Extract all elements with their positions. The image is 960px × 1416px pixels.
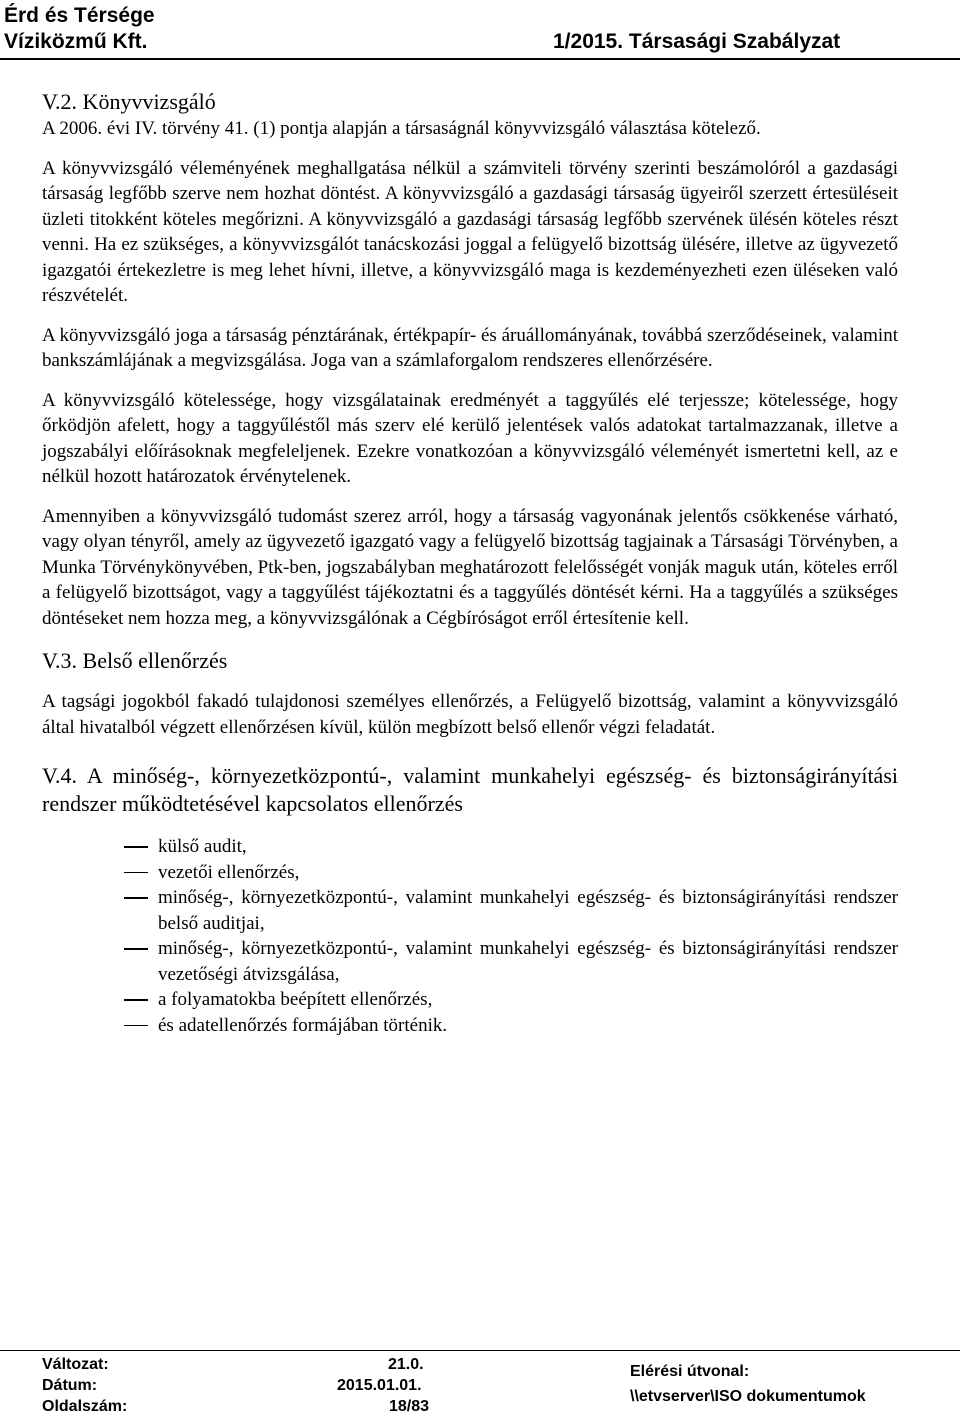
section-v2-paragraph-5: Amennyiben a könyvvizsgáló tudomást szerez arról, hogy a társaság vagyonának jelentős csökkenése várható, vagy olyan tényről, amely az ügyvezető igazgató vagy a felügyelő bizottság tagjainak a Társasági Törvényben, a Munka Törvénykönyvében, Ptk-ben, jogszabályban meghatározott felelősségét vonják maguk után, köteles erről a felügyelő bizottságot, vagy a taggyűlést tájékoztatni és a taggyűlés döntését kérni. Ha a taggyűlés a szükséges döntéseket nem hozza meg, a könyvvizsgálónak a Cégbíróságot erről értesítenie kell. — [42, 505, 898, 629]
section-v3-title: V.3. Belső ellenőrzés — [42, 648, 228, 673]
list-item: minőség-, környezetközpontú-, valamint munkahelyi egészség- és biztonságirányítási rendszer vezetőségi átvizsgálása, — [42, 936, 898, 987]
date-value: 2015.01.01. — [337, 1377, 422, 1394]
section-v2-paragraph-1: A 2006. évi IV. törvény 41. (1) pontja alapján a társaságnál könyvvizsgáló választása kötelező. — [42, 118, 761, 139]
v4-dash-list — [42, 834, 898, 1038]
document-body — [42, 88, 898, 1038]
page-footer — [0, 1350, 960, 1416]
section-v2-paragraph-2: A könyvvizsgáló véleményének meghallgatása nélkül a számviteli törvény szerinti beszámolóról a gazdasági társaság legfőbb szerve nem hozhat döntést. A könyvvizsgáló a gazdasági társaság ügyeiről szerzett értesüléseit üzleti titokként köteles megőrizni. A könyvvizsgáló a gazdasági társaság legfőbb szervének ülésén köteles részt venni. Ha ez szükséges, a könyvvizsgálót tanácskozási joggal a felügyelő bizottság ülésére, illetve az ügyvezető igazgatói értekezletre is meg lehet hívni, illetve, a könyvvizsgáló maga is kezdeményezheti ezen üléseken való részvételét. — [42, 157, 898, 306]
version-value: 21.0. — [388, 1356, 424, 1373]
page-number-value: 18/83 — [389, 1398, 430, 1415]
page-header — [0, 0, 960, 62]
list-item: és adatellenőrzés formájában történik. — [42, 1013, 898, 1039]
list-item: minőség-, környezetközpontú-, valamint munkahelyi egészség- és biztonságirányítási rendszer belső auditjai, — [42, 885, 898, 936]
header-divider — [0, 58, 960, 60]
footer-divider — [0, 1350, 960, 1351]
version-label: Változat: — [42, 1356, 109, 1373]
list-item: külső audit, — [42, 834, 898, 860]
path-value: \\etvserver\ISO dokumentumok — [630, 1388, 866, 1405]
document-title: 1/2015. Társasági Szabályzat — [553, 30, 841, 53]
section-v4-title: V.4. A minőség-, környezetközpontú-, valamint munkahelyi egészség- és biztonságirányítási rendszer működtetésével kapcsolatos ellenőrzés — [42, 763, 898, 816]
list-item: a folyamatokba beépített ellenőrzés, — [42, 987, 898, 1013]
section-v3-paragraph-1: A tagsági jogokból fakadó tulajdonosi személyes ellenőrzés, a Felügyelő bizottság, valamint a könyvvizsgáló által hivatalból végzett ellenőrzésen kívül, külön megbízott belső ellenőr végzi feladatát. — [42, 691, 898, 738]
section-v2-paragraph-3: A könyvvizsgáló joga a társaság pénztárának, értékpapír- és áruállományának, továbbá szerződéseinek, valamint bankszámlájának a megvizsgálása. Joga van a számlaforgalom rendszeres ellenőrzésére. — [42, 324, 898, 371]
path-label: Elérési útvonal: — [630, 1363, 750, 1380]
date-label: Dátum: — [42, 1377, 98, 1394]
org-name-line1: Érd és Térsége — [4, 4, 155, 27]
org-name-line2: Víziközmű Kft. — [4, 30, 148, 53]
page-number-label: Oldalszám: — [42, 1398, 128, 1415]
list-item: vezetői ellenőrzés, — [42, 860, 898, 886]
section-v2-paragraph-4: A könyvvizsgáló kötelessége, hogy vizsgálatainak eredményét a taggyűlés elé terjessze; kötelessége, hogy őrködjön afelett, hogy a taggyűléstől más szerv elé kerülő jelentések valós adatokat tartalmazzanak, illetve a jogszabályi előírásoknak megfeleljenek. Ezekre vonatkozóan a könyvvizsgáló véleményét ismertetni kell, az e nélkül hozott határozatok érvénytelenek. — [42, 389, 898, 487]
section-v2-title: V.2. Könyvvizsgáló — [42, 89, 216, 114]
